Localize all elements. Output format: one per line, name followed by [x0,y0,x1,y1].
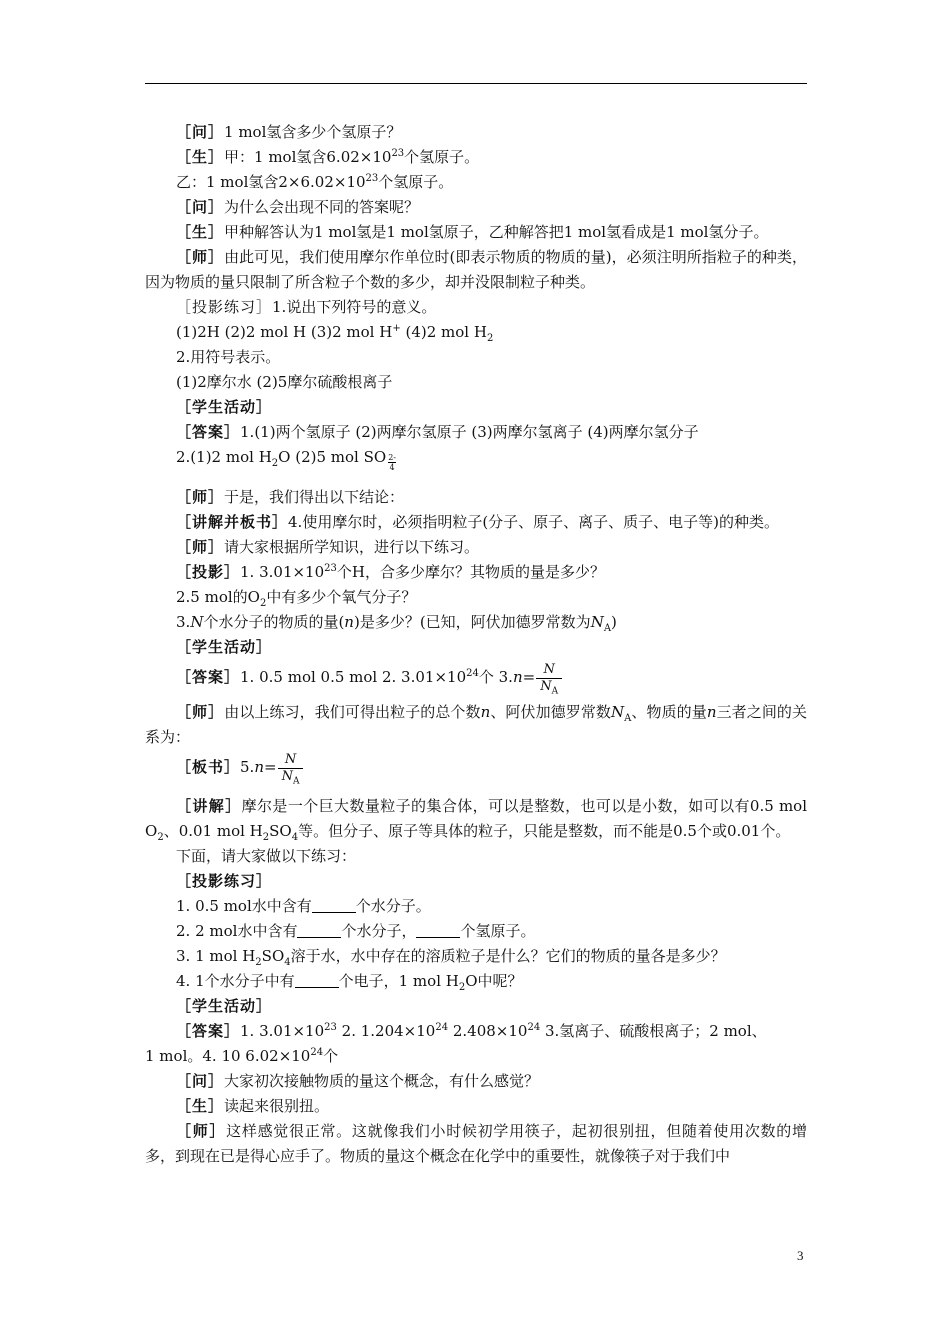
paragraph: ［生］甲：1 mol氢含$6.02\times 10^{23}$个氢原子。 [176,148,480,166]
paragraph: ［师］这样感觉很正常。这就像我们小时候初学用筷子，起初很别扭，但随着使用次数的增多，到现在已是得心应手了。物质的量这个概念在化学中的重要性，就像筷子对于我们中 [145,1122,807,1165]
paragraph: ［学生活动］ [176,398,273,416]
sulfate-ion-charge: $\frac{2-}{4}$ [388,453,396,472]
paragraph: ［答案］1. 0.5 mol 0.5 mol 2. $3.01\times 10^{24}$个 3.n= $\frac{N}{N_A}$ [145,660,807,700]
document-body [145,120,807,1169]
paragraph: ［师］于是，我们得出以下结论： [176,488,405,506]
paragraph: ［学生活动］ [176,997,273,1015]
paragraph: ［师］请大家根据所学知识，进行以下练习。 [176,538,480,556]
paragraph: ［师］由此可见，我们使用摩尔作单位时(即表示物质的物质的量)，必须注明所指粒子的种类，因为物质的量只限制了所含粒子个数的多少，却并没限制粒子种类。 [145,248,807,291]
paragraph: 1. 0.5 mol水中含有 个水分子。 [176,897,431,915]
paragraph: ［投影练习］ [176,872,273,890]
paragraph: ［投影］1. $3.01\times 10^{23}$个H，合多少摩尔？其物质的量是多少？ [176,563,605,581]
paragraph: ［讲解并板书］4.使用摩尔时，必须指明粒子(分子、原子、离子、质子、电子等)的种类。 [176,513,780,531]
paragraph: ［问］为什么会出现不同的答案呢？ [176,198,420,216]
paragraph: ［投影练习］1.说出下列符号的意义。 [176,298,437,316]
paragraph: ［问］1 mol氢含多少个氢原子？ [176,123,402,141]
paragraph: ［学生活动］ [176,638,273,656]
paragraph: ［问］大家初次接触物质的量这个概念，有什么感觉？ [176,1072,540,1090]
paragraph: ［板书］5.n= $\frac{N}{N_A}$ [145,750,807,794]
paragraph: ［师］由以上练习，我们可得出粒子的总个数n、阿伏加德罗常数$N_A$、物质的量n三者之间的关系为： [145,703,807,746]
paragraph: ［答案］1. $3.01\times 10^{23}$ 2. $1.204\times 10^{24}$ $2.408\times 10^{24}$ 3.氢离子、硫酸根离子；2 mol、 [176,1022,767,1040]
paragraph: ［答案］1.(1)两个氢原子 (2)两摩尔氢原子 (3)两摩尔氢离子 (4)两摩尔氢分子 [176,423,699,441]
paragraph: 乙：1 mol氢含$2\times 6.02\times 10^{23}$个氢原子。 [176,173,454,191]
paragraph: 3.N个水分子的物质的量(n)是多少？(已知，阿伏加德罗常数为$N_A$) [176,613,617,634]
fraction-n-over-na: $\frac{N}{N_A}$ [536,662,562,695]
paragraph: 2. 2 mol水中含有 个水分子， 个氢原子。 [176,922,536,940]
answer-blank [295,973,339,988]
answer-blank [297,923,341,938]
page-number: 3 [797,1248,804,1263]
paragraph: ［生］读起来很别扭。 [176,1097,330,1115]
answer-blank [416,923,460,938]
paragraph: 4. 1个水分子中有 个电子，1 mol $H_2O$中呢？ [176,972,523,993]
paragraph: (1)2H (2)2 mol H (3)2 mol H+ (4)2 mol $H_2$ [176,323,494,344]
paragraph: ［生］甲种解答认为1 mol氢是1 mol氢原子，乙种解答把1 mol氢看成是1 mol氢分子。 [176,223,769,241]
paragraph: 2.(1)2 mol $H_2O$ (2)5 mol SO $\frac{2-}{4}$ [176,448,396,472]
paragraph: 2.5 mol的$O_2$中有多少个氧气分子？ [176,588,417,609]
paragraph: 3. 1 mol $H_2SO_4$溶于水，水中存在的溶质粒子是什么？它们的物质的量各是多少？ [176,947,726,968]
header-rule [145,83,807,84]
fraction-n-over-na: $\frac{N}{N_A}$ [278,752,304,785]
paragraph: (1)2摩尔水 (2)5摩尔硫酸根离子 [176,373,393,391]
paragraph: 下面，请大家做以下练习： [176,847,357,865]
answer-blank [312,898,356,913]
paragraph: ［讲解］摩尔是一个巨大数量粒子的集合体，可以是整数，也可以是小数，如可以有0.5 mol $O_2$、0.01 mol $H_2SO_4$等。但分子、原子等具体的粒子，只能是整数，而不能是0.5个或0.01个。 [145,797,807,843]
paragraph: 1 mol。4. 10 $6.02\times 10^{24}$个 [145,1047,339,1065]
paragraph: 2.用符号表示。 [176,348,281,366]
